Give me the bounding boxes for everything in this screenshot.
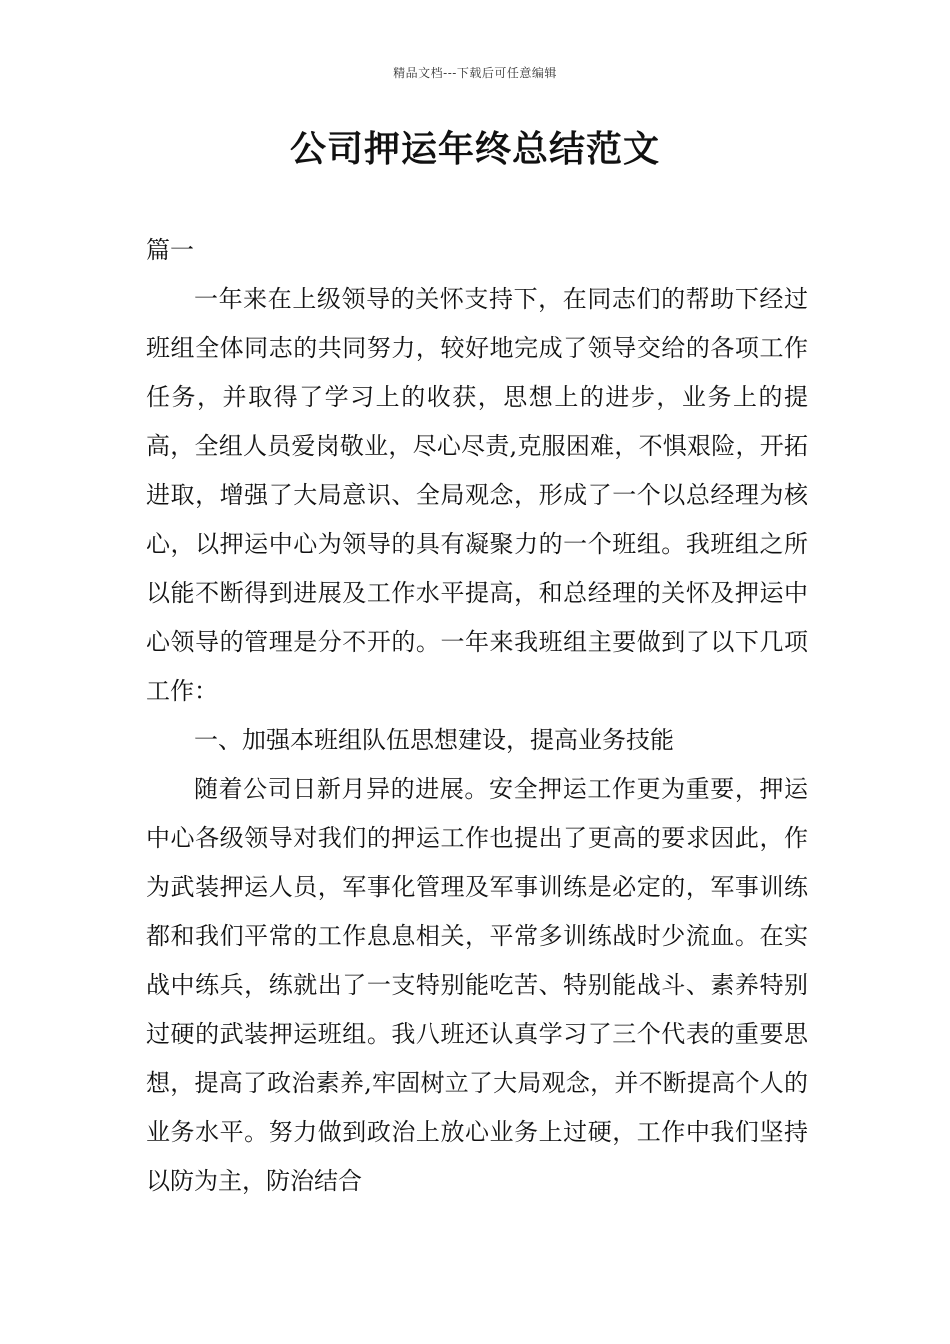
paragraph-intro: 一年来在上级领导的关怀支持下，在同志们的帮助下经过班组全体同志的共同努力，较好地完成了领导交给的各项工作任务，并取得了学习上的收获，思想上的进步，业务上的提高，全组人员爱岗敬业，尽心尽责,克服困难，不惧艰险，开拓进取，增强了大局意识、全局观念，形成了一个以总经理为核心，以押运中心为领导的具有凝聚力的一个班组。我班组之所以能不断得到进展及工作水平提高，和总经理的关怀及押运中心领导的管理是分不开的。一年来我班组主要做到了以下几项工作：: [146, 285, 808, 705]
paragraph-body-1: 随着公司日新月异的进展。安全押运工作更为重要，押运中心各级领导对我们的押运工作也提出了更高的要求因此，作为武装押运人员，军事化管理及军事训练是必定的，军事训练都和我们平常的工作息息相关，平常多训练战时少流血。在实战中练兵，练就出了一支特别能吃苦、特别能战斗、素养特别过硬的武装押运班组。我八班还认真学习了三个代表的重要思想，提高了政治素养,牢固树立了大局观念，并不断提高个人的业务水平。努力做到政治上放心业务上过硬，工作中我们坚持以防为主，防治结合: [146, 775, 808, 1195]
document-body: [146, 226, 808, 1206]
paragraph-heading-1: 一、加强本班组队伍思想建设，提高业务技能: [194, 726, 674, 754]
document-title: 公司押运年终总结范文: [289, 129, 660, 170]
header-note: 精品文档---下载后可任意编辑: [393, 66, 557, 80]
section-label: 篇一: [146, 236, 194, 264]
